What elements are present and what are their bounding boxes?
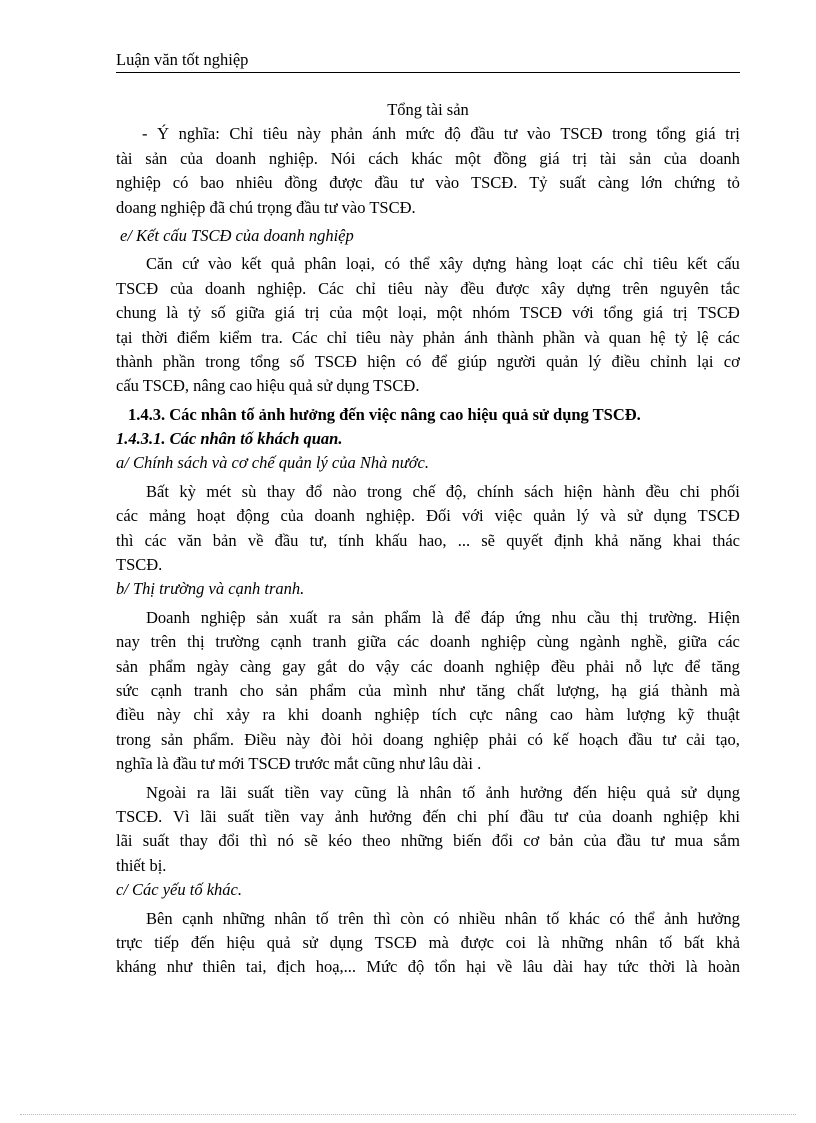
text-line: TSCĐ của doanh nghiệp. Các chỉ tiêu này đều được xây dựng trên nguyên tắc	[116, 278, 740, 298]
text-line: nay trên thị trường cạnh tranh giữa các doanh nghiệp cùng ngành nghề, giữa các	[116, 632, 740, 652]
document-body	[116, 98, 740, 980]
formula-denominator: Tổng tài sản	[387, 100, 469, 119]
text-line: điều này chỉ xảy ra khi doanh nghiệp tích cực nâng cao hàm lượng kỹ thuật	[116, 705, 740, 725]
text-line: TSCĐ. Vì lãi suất tiền vay ảnh hưởng đến chi phí đầu tư của doanh nghiệp khi	[116, 806, 740, 826]
text-line: Căn cứ vào kết quả phân loại, có thể xây dựng hàng loạt các chỉ tiêu kết cấu	[146, 254, 740, 274]
text-line: Doanh nghiệp sản xuất ra sản phẩm là để đáp ứng nhu cầu thị trường. Hiện	[146, 607, 740, 627]
text-line: TSCĐ.	[116, 555, 163, 575]
text-line: trong sản phẩm. Điều này đòi hỏi doang nghiệp phải có kế hoạch đầu tư cải tạo,	[116, 729, 740, 749]
text-line: tài sản của doanh nghiệp. Nói cách khác một đồng giá trị tài sản của doanh	[116, 148, 740, 168]
text-line: các mảng hoạt động của doanh nghiệp. Đối với việc quản lý và sử dụng TSCĐ	[116, 506, 740, 526]
text-line: Ngoài ra lãi suất tiền vay cũng là nhân tố ảnh hưởng đến hiệu quả sử dụng	[146, 782, 740, 802]
text-line: nghiệp có bao nhiêu đồng được đầu tư vào TSCĐ. Tỷ suất càng lớn chứng tỏ	[116, 173, 740, 193]
text-line: doang nghiệp đã chú trọng đầu tư vào TSCĐ.	[116, 197, 416, 217]
text-line: Bất kỳ mét sù thay đổ nào trong chế độ, chính sách hiện hành đều chi phối	[146, 481, 740, 501]
subsection-heading: b/ Thị trường và cạnh tranh.	[116, 579, 305, 599]
text-line: sức cạnh tranh cho sản phẩm của mình như tăng chất lượng, hạ giá thành mà	[116, 680, 740, 700]
text-line: thì các văn bản về đầu tư, tính khấu hao, ... sẽ quyết định khả năng khai thác	[116, 530, 740, 550]
subsection-heading: e/ Kết cấu TSCĐ của doanh nghiệp	[120, 225, 354, 245]
subsection-heading: c/ Các yếu tố khác.	[116, 880, 242, 900]
text-line: chung là tỷ số giữa giá trị của một loại, một nhóm TSCĐ với tổng giá trị TSCĐ	[116, 303, 740, 323]
text-line: tại thời điểm kiểm tra. Các chỉ tiêu này phản ánh thành phần và quan hệ tỷ lệ các	[116, 327, 740, 347]
text-line: thành phần trong tổng số TSCĐ hiện có để giúp người quản lý điều chỉnh lại cơ	[116, 351, 740, 371]
text-line: - Ý nghĩa: Chỉ tiêu này phản ánh mức độ đầu tư vào TSCĐ trong tổng giá trị	[142, 124, 740, 144]
text-line: sản phẩm ngày càng gay gắt do vậy các doanh nghiệp đều phải nỗ lực để tăng	[116, 656, 740, 676]
subsection-heading: a/ Chính sách và cơ chế quản lý của Nhà nước.	[116, 453, 430, 473]
subsection-heading: 1.4.3.1. Các nhân tố khách quan.	[116, 429, 343, 449]
text-line: Bên cạnh những nhân tố trên thì còn có nhiều nhân tố khác có thể ảnh hưởng	[146, 908, 740, 928]
section-heading: 1.4.3. Các nhân tố ảnh hưởng đến việc nâng cao hiệu quả sử dụng TSCĐ.	[128, 404, 641, 424]
text-line: trực tiếp đến hiệu quả sử dụng TSCĐ mà được coi là những nhân tố bất khả	[116, 932, 740, 952]
page-header: Luận văn tốt nghiệp	[116, 50, 740, 73]
text-line: lãi suất thay đổi thì nó sẽ kéo theo những biến đổi cơ bản của đầu tư mua sắm	[116, 831, 740, 851]
page-bottom-divider	[20, 1114, 796, 1115]
text-line: cấu TSCĐ, nâng cao hiệu quả sử dụng TSCĐ.	[116, 376, 420, 396]
text-line: kháng như thiên tai, địch hoạ,... Mức độ tổn hại về lâu dài hay tức thời là hoàn	[116, 957, 740, 977]
text-line: thiết bị.	[116, 855, 167, 875]
text-line: nghĩa là đầu tư mới TSCĐ trước mắt cũng như lâu dài .	[116, 754, 482, 774]
